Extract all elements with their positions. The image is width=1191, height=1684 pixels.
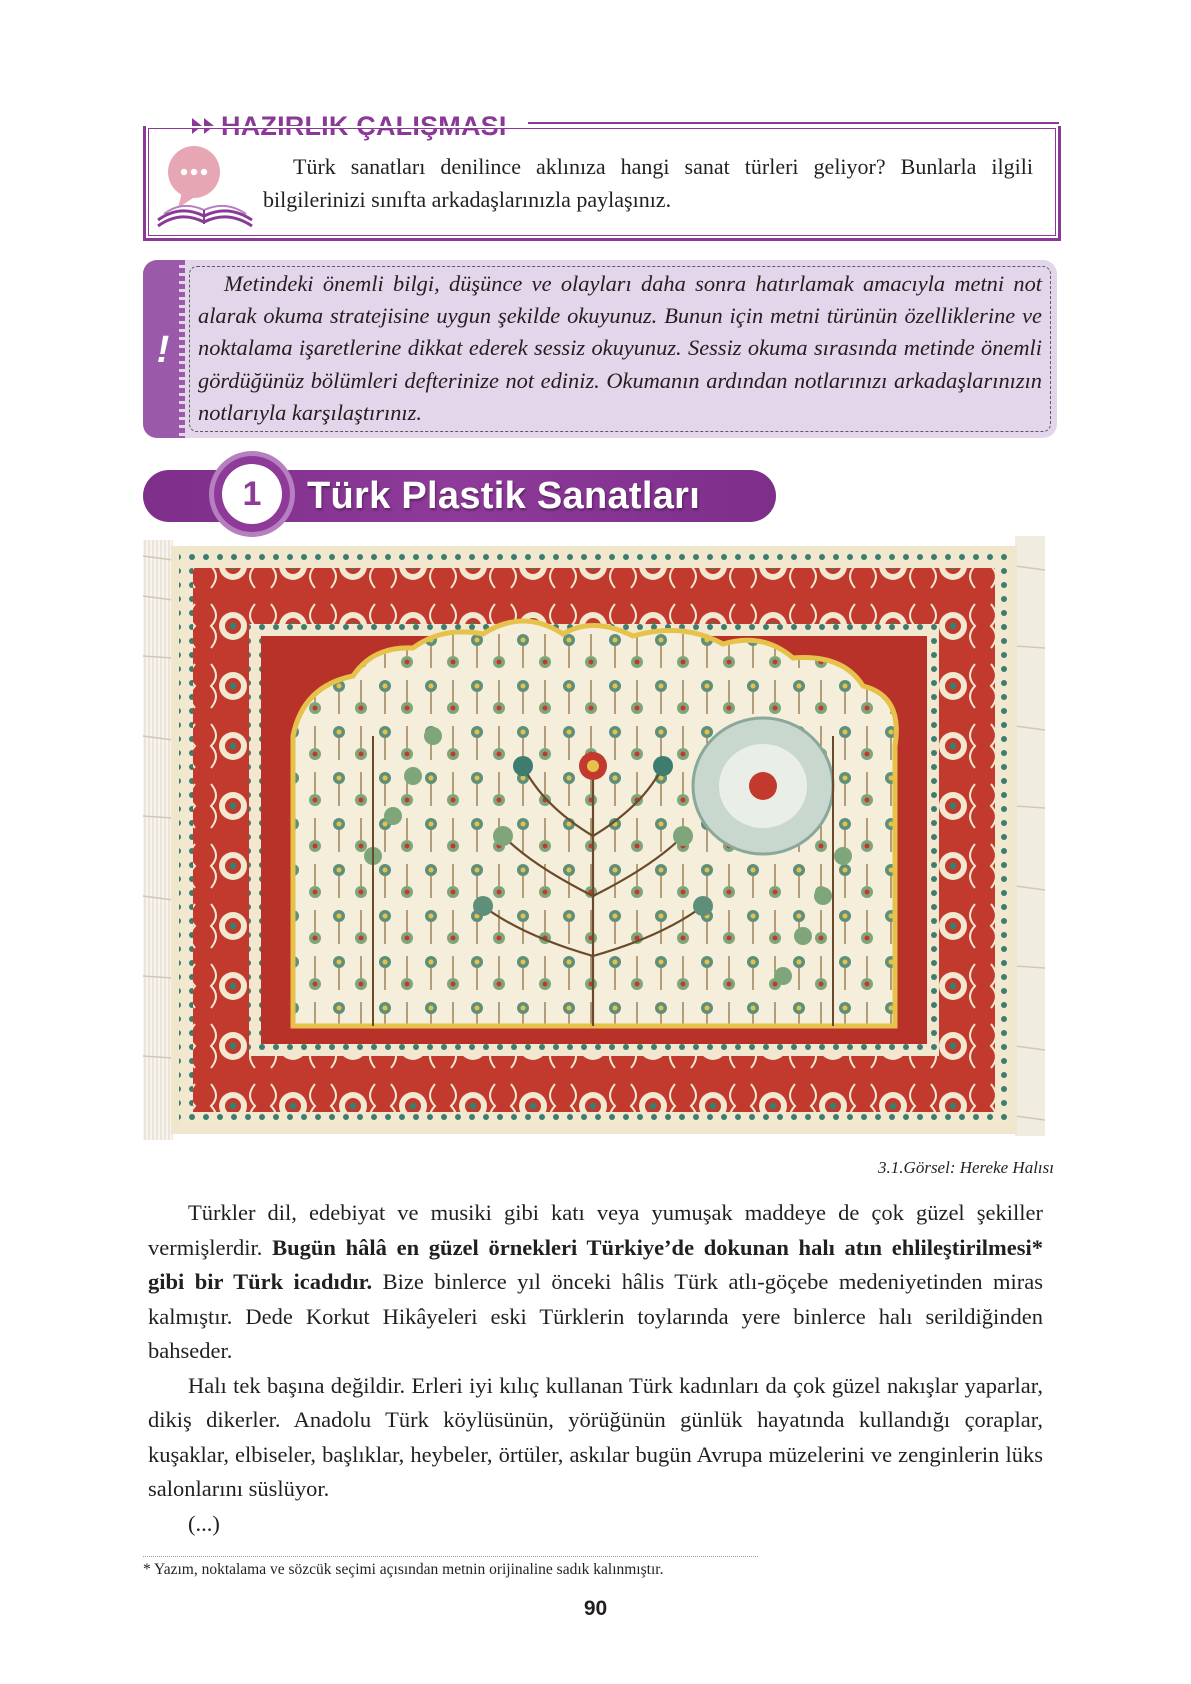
page-number: 90 (583, 1597, 608, 1620)
hereke-carpet-image (143, 536, 1045, 1145)
figure-caption: 3.1.Görsel: Hereke Halısı (878, 1158, 1054, 1177)
section-title: Türk Plastik Sanatları (307, 475, 701, 517)
prep-instructions: Türk sanatları denilince aklınıza hangi sanat türleri geliyor? Bunlarla ilgili bilgilerinizi sınıfta arkadaşlarınızla paylaşınız. (263, 154, 1033, 212)
body-text (148, 1196, 1043, 1541)
note-text: Metindeki önemli bilgi, düşünce ve olayları daha sonra hatırlamak amacıyla metni not alarak okuma stratejisine uygun şekilde okuyunuz. Bunun için metni türünün özelliklerine ve noktalama işaretlerine dikkat ederek sessiz okuyunuz. Sessiz okuma sırasında metinde önemli gördüğünüz bölümleri defterinize not ediniz. Okumanın ardından notlarınızı arkadaşlarınızın notlarıyla karşılaştırınız. (198, 271, 1042, 425)
footnote: * Yazım, noktalama ve sözcük seçimi açısından metnin orijinaline sadık kalınmıştır. (143, 1561, 664, 1578)
paragraph-1-part-a: Türkler dil, edebiyat ve musiki gibi katı veya yumuşak maddeye de çok güzel şekiller vermişlerdir. (148, 1200, 1043, 1260)
paragraph-1 (148, 1196, 1043, 1369)
speech-bubble-book-icon (148, 142, 260, 232)
exclamation-icon: ! (156, 329, 170, 371)
header-rule (528, 122, 1059, 124)
paragraph-1-bold: Bugün hâlâ en güzel örnekleri Türkiye’de dokunan halı atın ehlileştirilmesi* gibi bir Türk icadıdır. (148, 1234, 1043, 1294)
footnote-rule (143, 1556, 758, 1557)
section-number: 1 (222, 464, 282, 524)
paragraph-1-part-b: Bize binlerce yıl önceki hâlis Türk atlı-göçebe medeniyetinden miras kalmıştır. Dede Korkut Hikâyeleri eski Türklerin toylarında yere binlerce halı serildiğinden bahseder. (148, 1269, 1043, 1363)
prep-title: HAZIRLIK ÇALIŞMASI (221, 111, 507, 141)
paragraph-3: (...) (188, 1510, 220, 1536)
paragraph-2: Halı tek başına değildir. Erleri iyi kılıç kullanan Türk kadınları da çok güzel nakışlar yaparlar, dikiş dikerler. Anadolu Türk köylüsünün, yörüğünün günlük hayatında kullandığı çoraplar, kuşaklar, elbiseler, başlıklar, heybeler, örtüler, askılar bugün Avrupa müzelerini ve zenginlerin lüks salonlarını süslüyor. (148, 1372, 1043, 1501)
